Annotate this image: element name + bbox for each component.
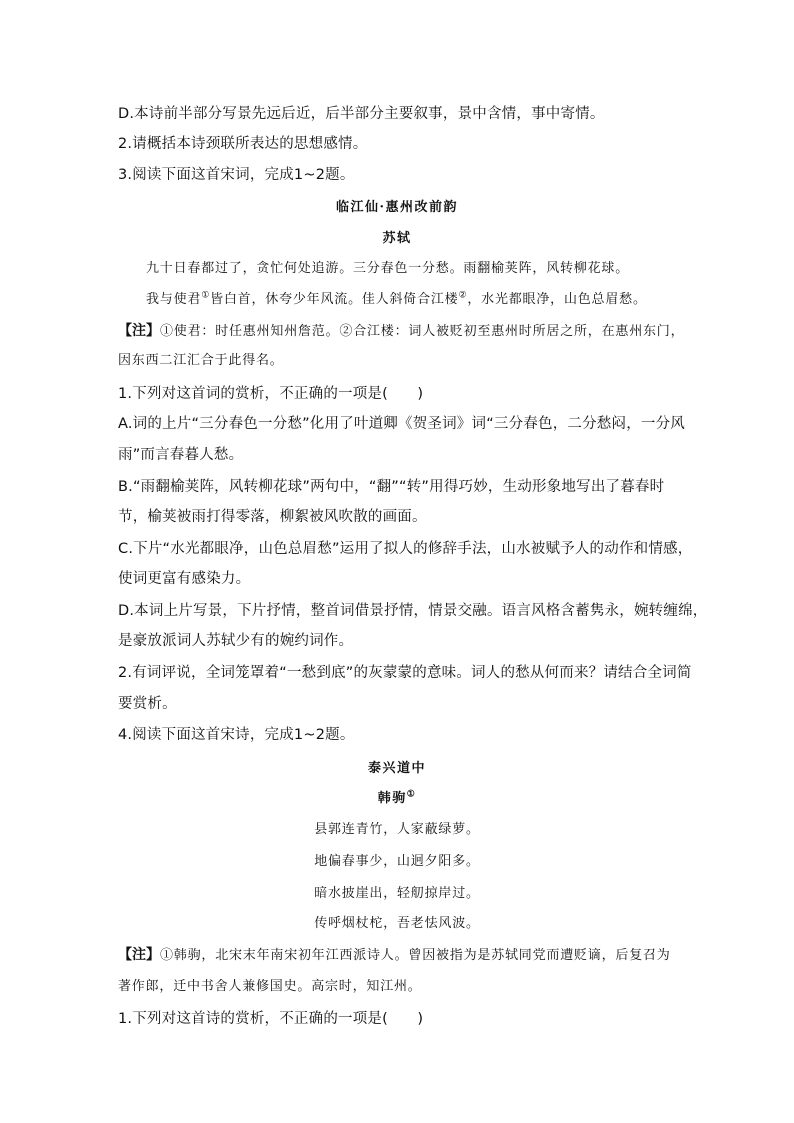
shi-author <box>0 789 794 809</box>
ci-stanza-2-b: 皆白首，休夸少年风流。佳人斜倚合江楼 <box>210 292 459 307</box>
question-3-intro: 3.阅读下面这首宋词，完成1~2题。 <box>118 167 355 183</box>
shi-author-name: 韩驹 <box>377 791 407 806</box>
note-1-continuation: 因东西二江汇合于此得名。 <box>118 353 284 368</box>
footnote-marker-2: ② <box>458 290 468 301</box>
note-1-text: ①使君：时任惠州知州詹范。②合江楼：词人被贬初至惠州时所居之所，在惠州东门， <box>160 324 685 339</box>
shi-title: 泰兴道中 <box>367 761 426 776</box>
ci-stanza-2-a: 我与使君 <box>146 292 202 307</box>
shi-line-4: 传呼烟杖柁，吾老怯风波。 <box>314 916 480 931</box>
shi-line-1: 县郭连青竹，人家蔽绿萝。 <box>314 822 480 837</box>
option-a-line-2: 雨”而言春暮人愁。 <box>118 447 244 463</box>
option-d-line-2: 是豪放派词人苏轼少有的婉约词作。 <box>118 633 354 649</box>
option-d-line-1: D.本词上片写景，下片抒情，整首词借景抒情，情景交融。语言风格含蓄隽永，婉转缠绵， <box>118 603 708 619</box>
ci-stanza-2-c: ，水光都眼净，山色总眉愁。 <box>467 292 647 307</box>
question-2-stem-2: 要赏析。 <box>118 696 177 712</box>
ci-author: 苏轼 <box>382 231 412 246</box>
footnote-marker-1: ① <box>201 290 211 301</box>
shi-line-3: 暗水披崖出，轻舠掠岸过。 <box>314 886 480 901</box>
footnote-marker-shi: ① <box>406 789 417 800</box>
ci-stanza-1: 九十日春都过了，贪忙何处追游。三分春色一分愁。雨翻榆荚阵，风转柳花球。 <box>146 261 630 276</box>
option-c-line-1: C.下片“水光都眼净，山色总眉愁”运用了拟人的修辞手法，山水被赋予人的动作和情感， <box>118 541 693 557</box>
question-1-stem: 1.下列对这首词的赏析，不正确的一项是( ) <box>118 386 424 402</box>
note-2-line <box>118 945 678 966</box>
note-2-text: ①韩驹，北宋末年南宋初年江西派诗人。曾因被指为是苏轼同党而遭贬谪，后复召为 <box>160 948 671 963</box>
note-1-line <box>118 321 685 342</box>
question-4-intro: 4.阅读下面这首宋诗，完成1~2题。 <box>118 727 355 743</box>
option-b-line-2: 节，榆荚被雨打得零落，柳絮被风吹散的画面。 <box>118 509 427 525</box>
note-label: 【注】 <box>118 323 160 339</box>
option-b-line-1: B.“雨翻榆荚阵，风转柳花球”两句中，“翻”“转”用得巧妙，生动形象地写出了暮春时 <box>118 479 665 495</box>
ci-stanza-2 <box>146 290 706 310</box>
question-2-stem-1: 2.有词评说，全词笼罩着“一愁到底”的灰蒙蒙的意味。词人的愁从何而来？请结合全词简 <box>118 665 692 681</box>
shi-line-2: 地偏春事少，山迥夕阳多。 <box>314 854 480 869</box>
note-2-continuation: 著作郎，迁中书舍人兼修国史。高宗时，知江州。 <box>118 979 422 994</box>
option-a-line-1: A.词的上片“三分春色一分愁”化用了叶道卿《贺圣词》词“三分春色，二分愁闷，一分风 <box>118 416 686 432</box>
option-c-line-2: 使词更富有感染力。 <box>118 571 251 587</box>
ci-title: 临江仙·惠州改前韵 <box>335 200 459 215</box>
option-d-line: D.本诗前半部分写景先远后近，后半部分主要叙事，景中含情，事中寄情。 <box>118 106 605 122</box>
question-2-line: 2.请概括本诗颈联所表达的思想感情。 <box>118 136 368 152</box>
question-5-stem: 1.下列对这首诗的赏析，不正确的一项是( ) <box>118 1011 424 1027</box>
note-2-label: 【注】 <box>118 947 160 963</box>
